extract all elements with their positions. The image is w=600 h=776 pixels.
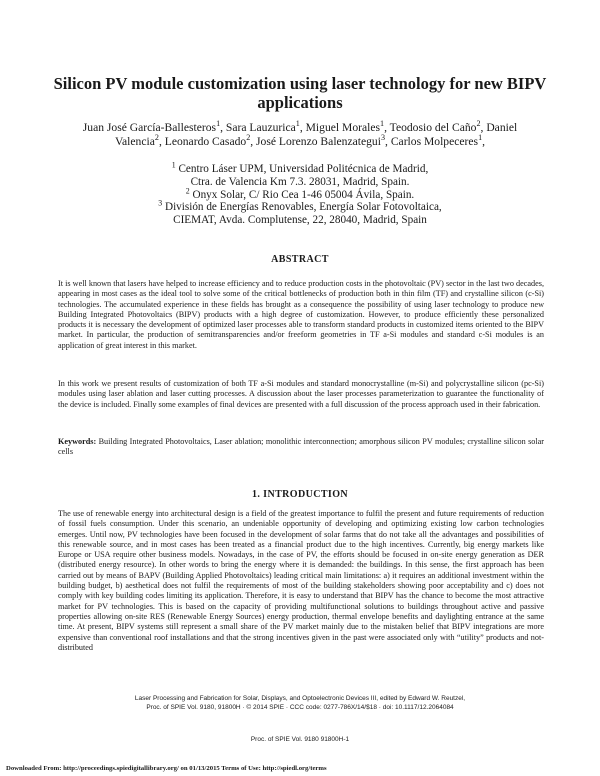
affiliation-2: $^2$ Onyx Solar, C/ Rio Cea 1-46 05004 Ávila, Spain. — [185, 185, 415, 201]
keywords-label: Keywords: — [58, 437, 97, 446]
citation-line-1: Laser Processing and Fabrication for Solar, Displays, and Optoelectronic Devices III, edited by Edward W. Reutzel, — [134, 695, 466, 702]
author: Leonardo Casado$^2$, — [164, 133, 257, 148]
author-list — [60, 121, 540, 149]
introduction-paragraph: The use of renewable energy into architectural design is a field of the greatest importance to fulfil the present and future requirements of reduction of fossil fuels consumption. Under this scenario, an undeniable opportunity of developing and optimizing existing low carbon technologies emerges. Until now, PV technologies have been focused in the development of solar farms that do not take all the advantages and possibilities of this renewable source, and in most cases has been treated as a financial product due to the high incentives. Currently, big energy markets like Europe or USA require other business models. Nowadays, in the case of PV, the efforts should be focused in on-site energy generation as DER (distributed energy resource). In other words to bring the energy where it is demanded: the buildings. In this sense, the first approach has been carried out by means of BAPV (Building Applied Photovoltaics) leading critical main limitations: a) it requires an additional investment within the building budget, b) aesthetical does not fulfil the requirements of most of the building stakeholders showing poor acceptability and c) does not comply with key building codes limiting its application. Therefore, it is easy to understand that BIPV has the chance to become the most attractive market for PV technologies. This is based on the capacity of providing multifunctional solutions to buildings throughout active and passive properties allowing on-site RES (Renewable Energy Sources) energy production, thermal envelope benefits and daylighting entrance at the same time. At present, BIPV systems still represent a small share of the PV market mainly due to the mistaken belief that BIPV integrations are more expensive than conventional roof installations and that the strong incentives given in the past were associated only with “utility” products and not-distributed — [58, 509, 544, 652]
affiliation-1-line2: Ctra. de Valencia Km 7.3. 28031, Madrid, Spain. — [190, 175, 410, 188]
author: Teodosio del Caño$^2$, — [389, 119, 487, 134]
abstract-paragraph-1: It is well known that lasers have helped to increase efficiency and to reduce production costs in the photovoltaic (PV) sector in the last two decades, appearing in most cases as the ideal tool to solve some of the critical bottlenecks of production both in thin film (TF) and crystalline silicon (c-Si) technologies. The accumulated experience in these fields has brought as a consequence the possibility of using laser technology to produce new Building Integrated Photovoltaics (BIPV) products with a high degree of customization. However, to produce efficiently these personalized products it is necessary the development of optimized laser processes able to transform standard products in customized items oriented to the BIPV market. In particular, the production of semitransparencies and/or freeform geometries in TF a-Si modules and standard c-Si modules is an application of great interest in this market. — [58, 279, 544, 350]
proceedings-citation — [0, 695, 600, 712]
page-number: Proc. of SPIE Vol. 9180 91800H-1 — [250, 736, 350, 743]
author: Sara Lauzurica$^1$, — [225, 119, 306, 134]
affiliation-3: $^3$ División de Energías Renovables, Energía Solar Fotovoltaica, — [158, 198, 442, 214]
author: Carlos Molpeceres$^1$, — [390, 133, 486, 148]
author: Juan José García-Ballesteros$^1$, — [82, 119, 226, 134]
paper-title: Silicon PV module customization using laser technology for new BIPV applications — [53, 74, 547, 112]
citation-line-2: Proc. of SPIE Vol. 9180, 91800H · © 2014 SPIE · CCC code: 0277-786X/14/$18 · doi: 10.1117/12.2064084 — [146, 703, 454, 711]
abstract-heading: ABSTRACT — [271, 254, 329, 265]
affiliation-1: $^1$ Centro Láser UPM, Universidad Politécnica de Madrid, — [171, 160, 429, 175]
author: Daniel Valencia$^2$, — [114, 121, 518, 148]
affiliation-3-line2: CIEMAT, Avda. Complutense, 22, 28040, Madrid, Spain — [173, 214, 427, 227]
section-heading-introduction: 1. INTRODUCTION — [251, 489, 348, 500]
author: Miguel Morales$^1$, — [305, 119, 390, 134]
affiliations — [130, 160, 470, 227]
keywords-text: Building Integrated Photovoltaics, Laser ablation; monolithic interconnection; amorphous silicon PV modules; crystalline silicon solar cells — [58, 437, 544, 457]
abstract-paragraph-2: In this work we present results of customization of both TF a-Si modules and standard monocrystalline (m-Si) and polycrystalline silicon (pc-Si) modules using laser ablation and laser cutting processes. A discussion about the laser processes parameterization to guarantee the functionality of the device is included. Finally some examples of final devices are presented with a full discussion of the process approach used in their fabrication. — [58, 379, 544, 409]
keywords — [58, 437, 544, 458]
download-notice: Downloaded From: http://proceedings.spiedigitallibrary.org/ on 01/13/2015 Terms of Use: http://spiedl.org/terms — [6, 765, 327, 772]
author: José Lorenzo Balenzategui$^3$, — [256, 133, 391, 148]
